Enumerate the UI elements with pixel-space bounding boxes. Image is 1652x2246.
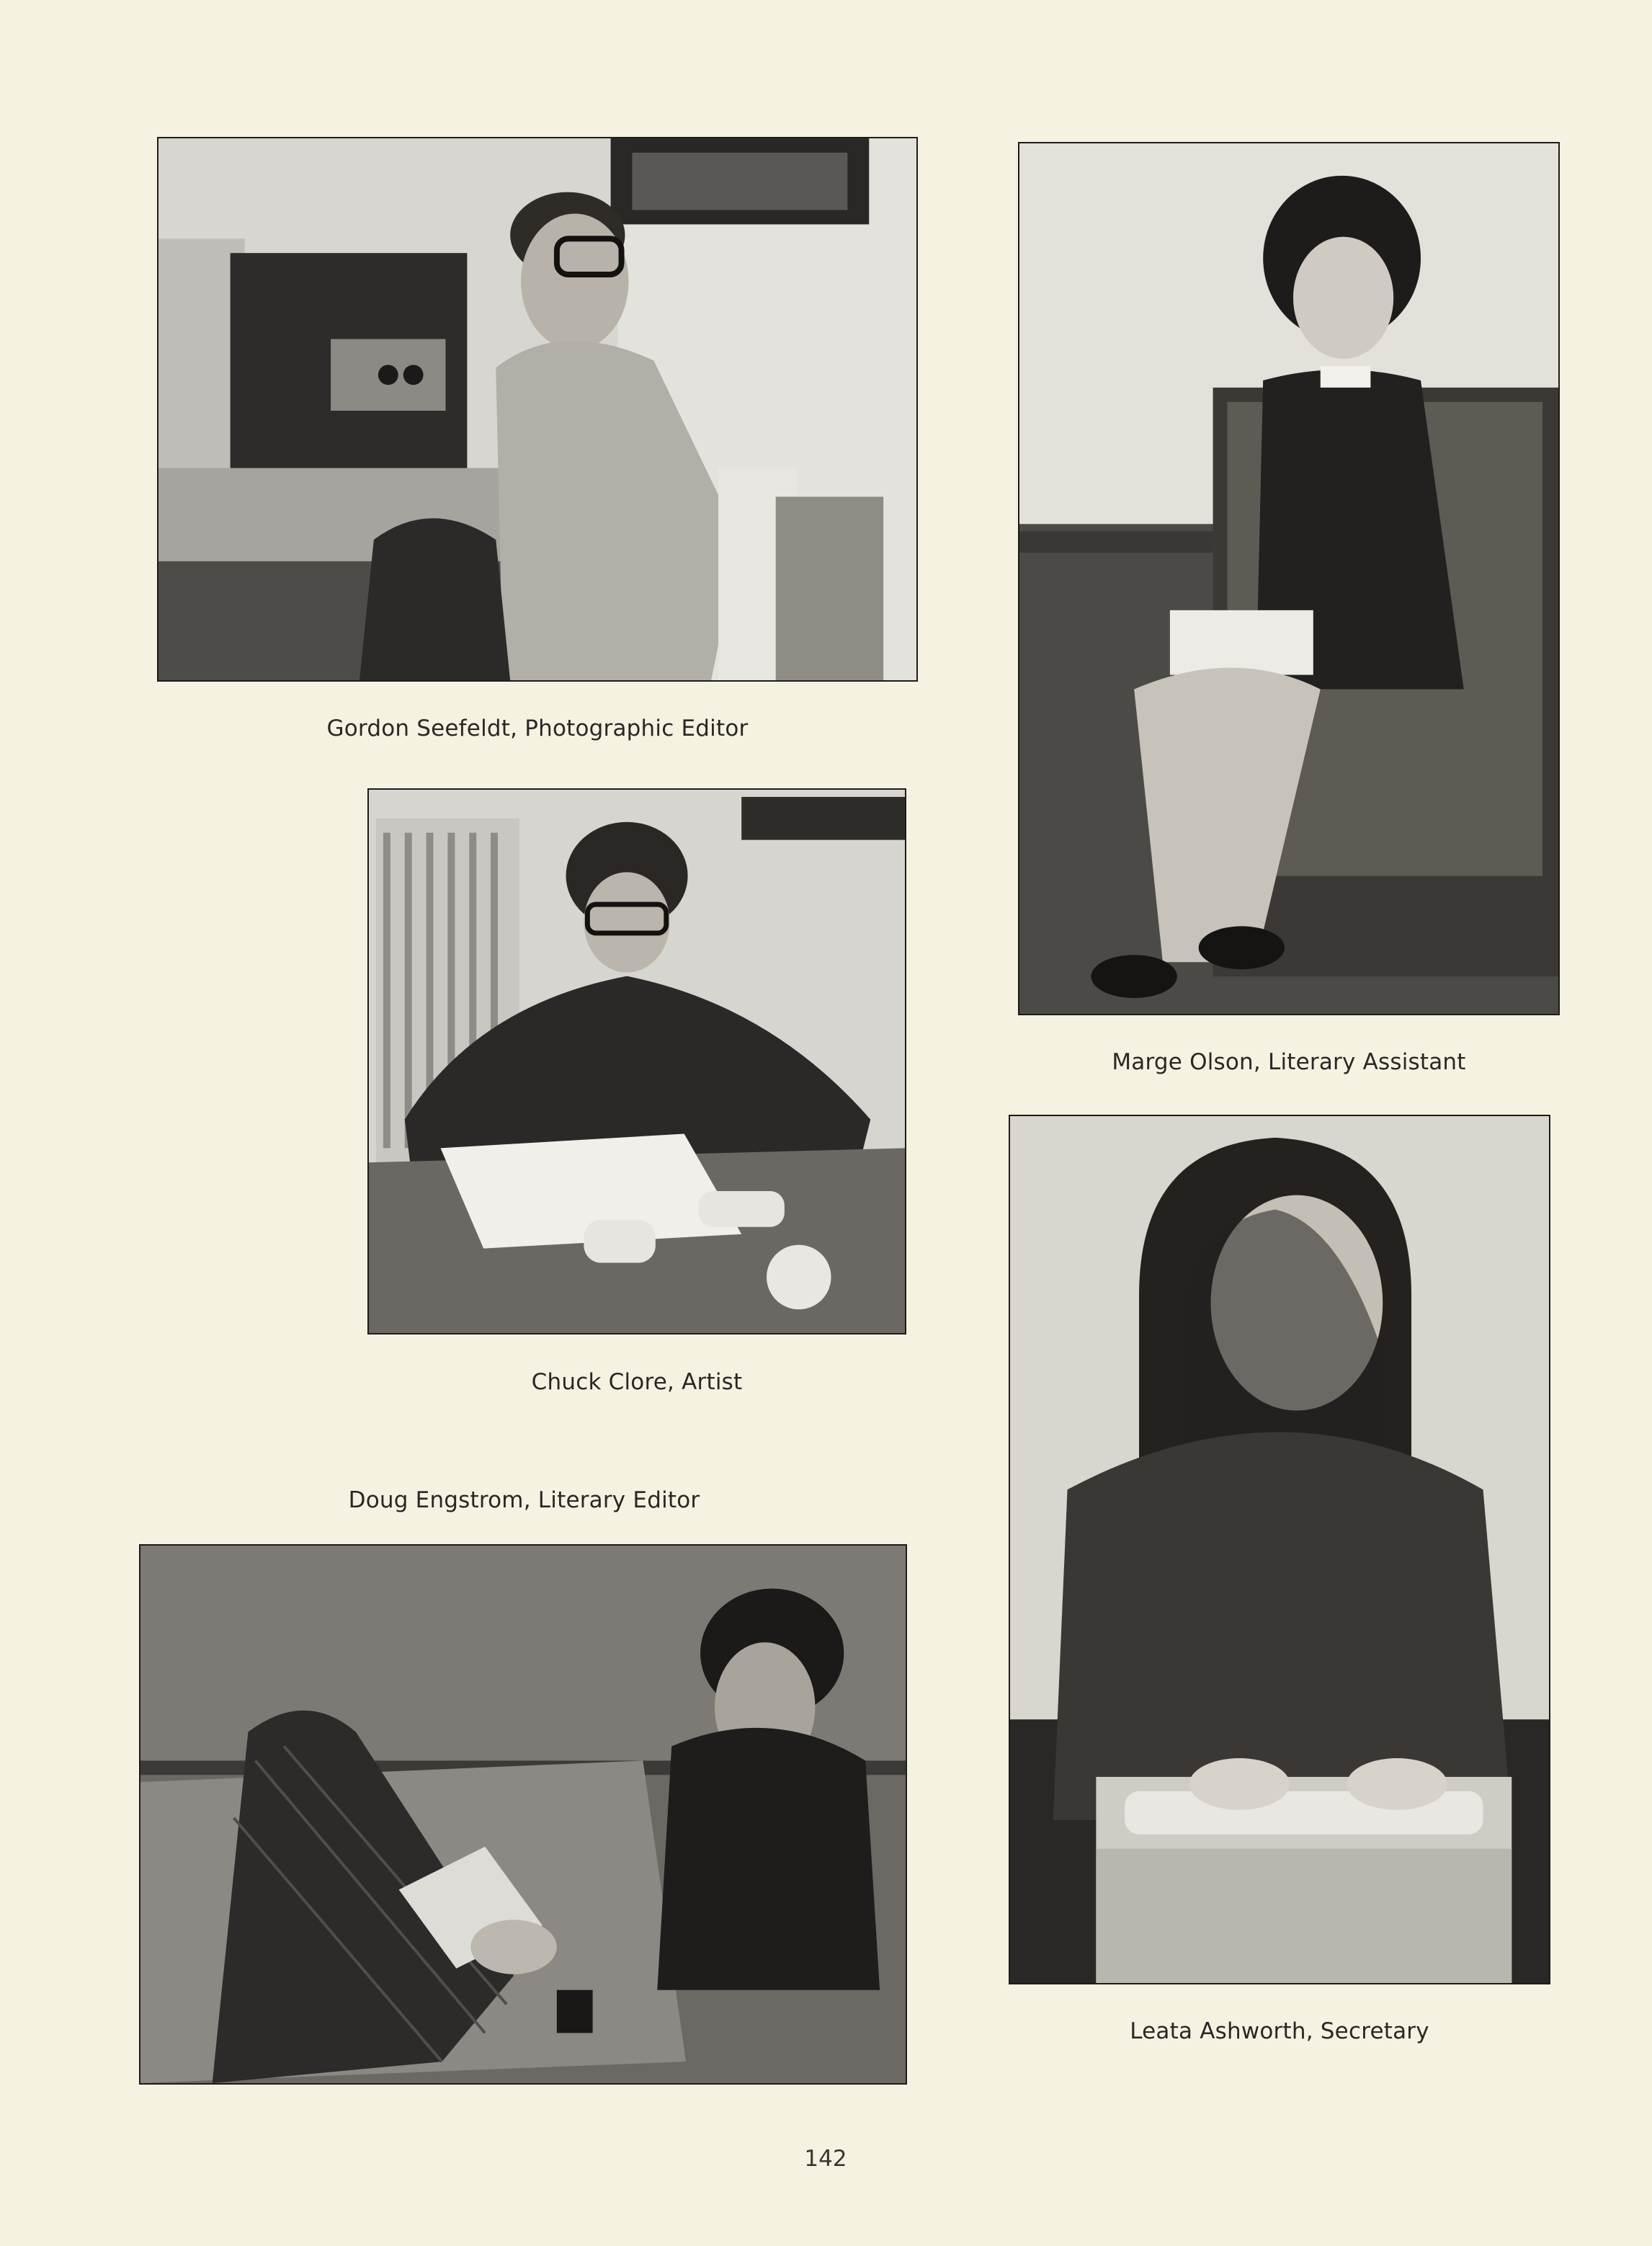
caption-gordon-seefeldt: Gordon Seefeldt, Photographic Editor — [326, 716, 749, 741]
photo-doug-engstrom-image — [140, 1546, 906, 2083]
photo-marge-olson — [1018, 142, 1560, 1015]
caption-marge-olson: Marge Olson, Literary Assistant — [1112, 1049, 1466, 1075]
photo-leata-ashworth — [1009, 1115, 1550, 1984]
photo-chuck-clore — [367, 788, 906, 1334]
photo-chuck-clore-image — [369, 790, 905, 1333]
photo-doug-engstrom — [139, 1544, 907, 2085]
caption-leata-ashworth: Leata Ashworth, Secretary — [1130, 2018, 1429, 2044]
caption-chuck-clore: Chuck Clore, Artist — [531, 1369, 743, 1395]
photo-marge-olson-image — [1019, 143, 1558, 1014]
photo-gordon-seefeldt — [157, 137, 918, 682]
photo-gordon-seefeldt-image — [158, 138, 916, 680]
photo-leata-ashworth-image — [1010, 1116, 1549, 1983]
page-number: 142 — [804, 2146, 847, 2172]
caption-doug-engstrom: Doug Engstrom, Literary Editor — [348, 1487, 700, 1513]
